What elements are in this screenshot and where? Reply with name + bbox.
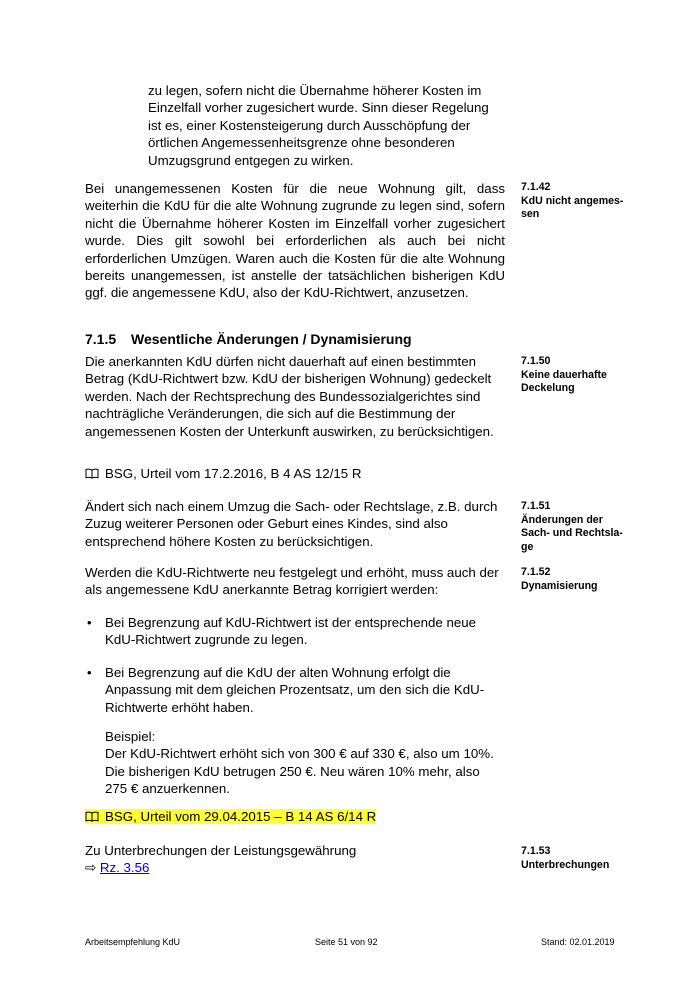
court-reference <box>85 465 505 482</box>
margin-title: ge <box>521 540 534 553</box>
example-label: Beispiel: <box>105 729 156 744</box>
margin-note-7-1-51 <box>521 500 651 554</box>
margin-title: KdU nicht angemes- <box>521 194 624 207</box>
margin-title: Deckelung <box>521 382 575 395</box>
paragraph-7-1-53 <box>85 842 505 877</box>
paragraph-7-1-51: Ändert sich nach einem Umzug die Sach- oder Rechtslage, z.B. durch Zuzug weiterer Personen oder Geburt eines Kindes, sind also entsprechend höhere Kosten zu berücksichtigen. <box>85 499 498 549</box>
arrow-right-icon: ⇨ <box>85 860 97 876</box>
book-icon <box>85 811 99 822</box>
margin-title: Sach- und Rechtsla- <box>521 527 623 540</box>
example-block <box>105 728 505 798</box>
margin-note-7-1-42 <box>521 181 651 222</box>
margin-title: Keine dauerhafte <box>521 368 607 381</box>
paragraph-7-1-42: Bei unangemessenen Kosten für die neue Wohnung gilt, dass weiterhin die KdU für die alte Wohnung zugrunde zu legen sind, sofern nicht die Übernahme höherer Kosten im Einzelfall vorher zugesichert wurde. Dies gilt sowohl bei erforderlichen als auch bei nicht erforderlichen Umzügen. Waren auch die Kosten für die alte Wohnung bereits unangemessen, ist anstelle der tatsächlichen bisherigen KdU ggf. die angemessene KdU, also der KdU-Richtwert, anzusetzen. <box>85 181 505 301</box>
court-reference-highlighted <box>85 808 505 825</box>
bullet-text: Bei Begrenzung auf KdU-Richtwert ist der entsprechende neue KdU-Richtwert zugrunde zu legen. <box>105 615 477 648</box>
unterbrechungen-text: Zu Unterbrechungen der Leistungsgewährung <box>85 843 357 858</box>
section-title: Wesentliche Änderungen / Dynamisierung <box>131 331 412 347</box>
margin-number: 7.1.53 <box>521 845 551 857</box>
book-icon <box>85 468 99 479</box>
bullet-marker: • <box>87 665 92 680</box>
margin-title: sen <box>521 208 540 221</box>
margin-title: Unterbrechungen <box>521 858 610 871</box>
bullet-marker: • <box>87 615 92 630</box>
paragraph-7-1-50: Die anerkannten KdU dürfen nicht dauerhaft auf einen bestimmten Betrag (KdU-Richtwert bzw. KdU der bisherigen Wohnung) gedeckelt werden. Nach der Rechtsprechung des Bundessozialgerichtes sind nachträgliche Veränderungen, die sich auf die Bestimmung der angemessenen Kosten der Unterkunft auswirken, zu berücksichtigen. <box>85 354 494 439</box>
cross-reference <box>85 859 505 876</box>
margin-note-7-1-52 <box>521 566 651 593</box>
margin-note-7-1-50 <box>521 355 651 396</box>
list-item <box>85 664 505 716</box>
footer-date: Stand: 02.01.2019 <box>541 937 615 947</box>
margin-number: 7.1.52 <box>521 566 551 578</box>
margin-number: 7.1.50 <box>521 355 551 367</box>
margin-number: 7.1.51 <box>521 500 551 512</box>
page-number: Seite 51 von 92 <box>315 937 378 947</box>
section-number: 7.1.5 <box>85 331 117 347</box>
list-item <box>85 614 505 649</box>
paragraph-7-1-52: Werden die KdU-Richtwerte neu festgelegt und erhöht, muss auch der als angemessene KdU anerkannte Betrag korrigiert werden: <box>85 565 499 598</box>
reference-text: BSG, Urteil vom 29.04.2015 – B 14 AS 6/14 R <box>105 809 377 824</box>
footer-left: Arbeitsempfehlung KdU <box>85 937 181 947</box>
intro-paragraph: zu legen, sofern nicht die Übernahme höherer Kosten im Einzelfall vorher zugesichert wurde. Sinn dieser Regelung ist es, einer Kostensteigerung durch Ausschöpfung der örtlichen Angemessenheitsgrenze ohne besonderen Umzugsgrund entgegen zu wirken. <box>148 83 489 168</box>
section-heading <box>85 330 412 348</box>
margin-note-7-1-53 <box>521 845 651 872</box>
margin-title: Dynamisierung <box>521 579 598 592</box>
rz-3-56-link[interactable]: Rz. 3.56 <box>99 860 150 876</box>
reference-text: BSG, Urteil vom 17.2.2016, B 4 AS 12/15 R <box>105 466 362 481</box>
margin-title: Änderungen der <box>521 513 603 526</box>
margin-number: 7.1.42 <box>521 181 551 193</box>
example-text: Der KdU-Richtwert erhöht sich von 300 € auf 330 €, also um 10%. Die bisherigen KdU betrugen 250 €. Neu wären 10% mehr, also 275 € anzuerkennen. <box>105 746 494 797</box>
highlight <box>85 809 376 824</box>
bullet-text: Bei Begrenzung auf die KdU der alten Wohnung erfolgt die Anpassung mit dem gleichen Prozentsatz, um den sich die KdU-Richtwerte erhöht haben. <box>105 665 485 715</box>
